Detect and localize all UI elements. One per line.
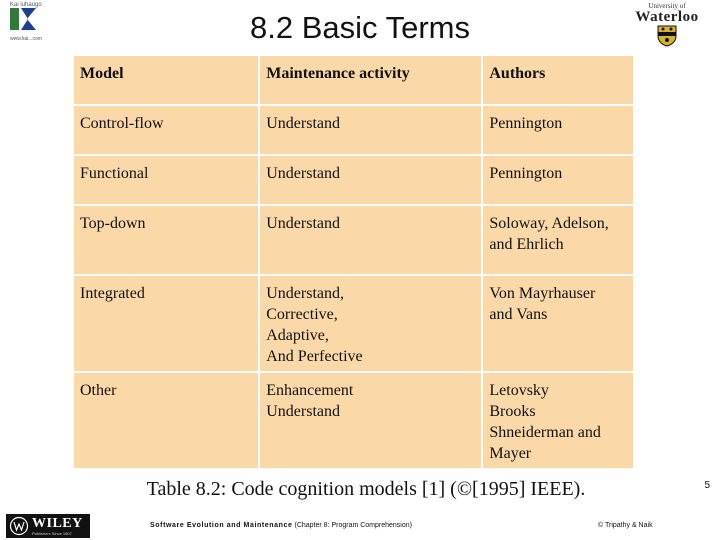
authors-text: and Ehrlich: [489, 236, 564, 253]
table-row: [74, 156, 633, 204]
university-name: Waterloo: [635, 9, 699, 25]
model-text: Integrated: [80, 285, 145, 302]
model-text: Other: [80, 382, 117, 399]
header-authors: Authors: [483, 56, 633, 104]
model-cell: [74, 373, 258, 468]
activity-text: Understand: [266, 403, 341, 420]
model-cell: [74, 206, 258, 274]
model-cell: [74, 156, 258, 204]
activity-text: Understand,: [266, 285, 345, 302]
authors-text: Letovsky: [489, 382, 549, 399]
activity-text: And Perfective: [266, 348, 363, 365]
authors-cell: [483, 106, 633, 154]
table-header-row: [74, 56, 633, 104]
authors-text: Soloway, Adelson,: [489, 215, 609, 232]
activity-text: Adaptive,: [266, 327, 329, 344]
code-cognition-table: [72, 54, 635, 470]
activity-text: Corrective,: [266, 306, 338, 323]
footer-book-info: [150, 522, 412, 529]
activity-text: Enhancement: [266, 382, 354, 399]
publisher-name: WILEY: [32, 516, 83, 531]
activity-text: Understand: [266, 115, 341, 132]
model-text: Functional: [80, 165, 149, 182]
footer-chapter: (Chapter 8: Program Comprehension): [294, 522, 412, 529]
authors-text: and Vans: [489, 306, 548, 323]
authors-text: Pennington: [489, 115, 563, 132]
authors-cell: [483, 206, 633, 274]
model-text: Top-down: [80, 215, 146, 232]
header-model: Model: [74, 56, 258, 104]
left-logo-bottom-text: www.kai...com: [10, 36, 42, 42]
footer-copyright: © Tripathy & Naik: [598, 522, 653, 529]
model-cell: [74, 276, 258, 371]
table-row: [74, 106, 633, 154]
model-cell: [74, 106, 258, 154]
authors-text: Pennington: [489, 165, 563, 182]
authors-cell: [483, 373, 633, 468]
wiley-emblem-icon: [9, 516, 29, 536]
activity-cell: [260, 156, 481, 204]
table-row: [74, 276, 633, 371]
authors-cell: [483, 276, 633, 371]
activity-text: Understand: [266, 215, 341, 232]
activity-cell: [260, 206, 481, 274]
publisher-subtitle: Publishers Since 1807: [32, 531, 72, 536]
model-text: Control-flow: [80, 115, 164, 132]
activity-cell: [260, 106, 481, 154]
authors-cell: [483, 156, 633, 204]
activity-cell: [260, 276, 481, 371]
left-logo-top-text: Kai luhaugo: [10, 2, 42, 8]
header-maintenance-activity: Maintenance activity: [260, 56, 481, 104]
university-of-text: University of: [648, 2, 686, 10]
authors-text: Von Mayrhauser: [489, 285, 596, 302]
activity-text: Understand: [266, 165, 341, 182]
authors-text: Brooks: [489, 403, 536, 420]
activity-cell: [260, 373, 481, 468]
footer-book-title: Software Evolution and Maintenance: [150, 522, 293, 529]
page-number: 5: [704, 480, 710, 491]
authors-text: Shneiderman and: [489, 424, 601, 441]
wiley-logo: [6, 514, 90, 538]
table-row: [74, 206, 633, 274]
authors-text: Mayer: [489, 445, 532, 462]
table-row: [74, 373, 633, 468]
table-caption: Table 8.2: Code cognition models [1] (©[1995] IEEE).: [146, 478, 586, 500]
slide-title: 8.2 Basic Terms: [250, 10, 470, 45]
